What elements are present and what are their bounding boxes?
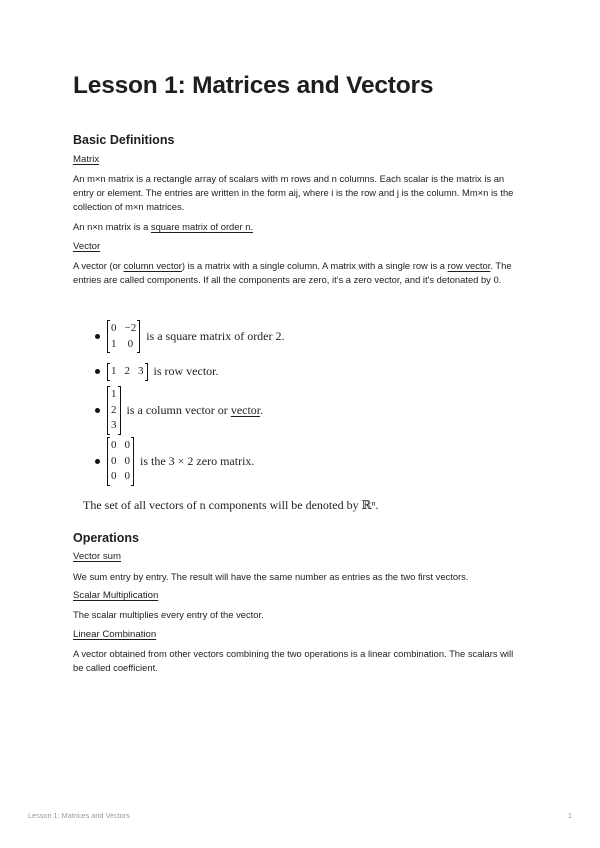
- example-column-text: [127, 403, 264, 418]
- matrix-subheading: Matrix: [73, 154, 100, 165]
- matrix-2x2: [107, 320, 140, 353]
- example-square-matrix: [95, 320, 285, 353]
- scalar-multiplication-subheading: Scalar Multiplication: [73, 590, 159, 601]
- bullet: [95, 369, 100, 374]
- column-vector-matrix: [107, 386, 121, 435]
- bullet: [95, 408, 100, 413]
- vector-text-c: . The entries are called components. If all the components are zero, it's a zero vector, and it's detonated by 0.: [73, 260, 512, 285]
- matrix-entry: 0: [111, 470, 117, 482]
- row-vector-link[interactable]: row vector: [447, 260, 491, 271]
- matrix-entry: 1: [111, 388, 117, 400]
- matrix-entry: 0: [111, 454, 117, 467]
- square-matrix-text: An n×n matrix is a: [73, 221, 151, 232]
- square-matrix-link[interactable]: square matrix of order n.: [150, 221, 254, 232]
- matrix-entry: 0: [124, 470, 130, 482]
- matrix-definition-paragraph: An m×n matrix is a rectangle array of scalars with m rows and n columns. Each scalar is the matrix is an entry or element. The entries are written in the form aij, where i is the row and j is the column. Mm×n is the collection of m×n matrices.: [73, 173, 514, 212]
- matrix-entry: 0: [111, 322, 117, 334]
- column-vector-link[interactable]: column vector: [123, 260, 182, 271]
- example-zero-text: is the 3 × 2 zero matrix.: [140, 453, 255, 468]
- vector-text-a: A vector (or: [73, 260, 124, 271]
- row-vector-matrix: [107, 363, 148, 381]
- operations-heading: Operations: [73, 531, 139, 545]
- basic-definitions-heading: Basic Definitions: [73, 133, 175, 147]
- vector-sum-subheading: Vector sum: [73, 551, 121, 562]
- linear-combination-subheading: Linear Combination: [73, 629, 157, 640]
- footer-page-number: 1: [567, 811, 572, 820]
- matrix-entry: 2: [111, 403, 117, 416]
- matrix-entry: 3: [111, 419, 117, 431]
- set-notation-note: The set of all vectors of n components will be denoted by ℝⁿ.: [83, 498, 379, 512]
- example-column-text-b: .: [260, 402, 264, 417]
- example-zero-matrix: [95, 437, 254, 486]
- example-row-text: is row vector.: [153, 364, 219, 379]
- vector-sum-paragraph: We sum entry by entry. The result will have the same number as entries as the two first vectors.: [73, 571, 469, 582]
- matrix-entry: 1: [111, 365, 117, 377]
- linear-combination-paragraph: A vector obtained from other vectors combining the two operations is a linear combination. The scalars will be called coefficient.: [73, 648, 514, 673]
- page-title: Lesson 1: Matrices and Vectors: [73, 72, 434, 99]
- vector-text-b: ) is a matrix with a single column. A matrix with a single row is a: [181, 260, 448, 271]
- example-row-vector: [95, 363, 219, 381]
- square-matrix-paragraph: [73, 220, 523, 234]
- bullet: [95, 334, 100, 339]
- footer-title: Lesson 1: Matrices and Vectors: [28, 811, 130, 820]
- example-square-text: is a square matrix of order 2.: [146, 329, 285, 343]
- matrix-entry: −2: [124, 322, 137, 334]
- example-column-vector: [95, 386, 263, 435]
- matrix-entry: 0: [124, 439, 130, 451]
- vector-link[interactable]: vector: [230, 402, 261, 417]
- matrix-entry: 0: [124, 454, 130, 467]
- scalar-multiplication-paragraph: The scalar multiplies every entry of the vector.: [73, 609, 264, 620]
- matrix-entry: 2: [124, 365, 130, 377]
- example-column-text-a: is a column vector or: [126, 402, 231, 417]
- matrix-entry: 1: [111, 337, 117, 350]
- matrix-entry: 0: [127, 337, 134, 350]
- vector-definition-paragraph: [73, 259, 523, 287]
- matrix-entry: 3: [138, 365, 144, 377]
- zero-matrix: [107, 437, 134, 486]
- vector-subheading: Vector: [73, 241, 101, 252]
- bullet: [95, 459, 100, 464]
- matrix-entry: 0: [111, 439, 117, 451]
